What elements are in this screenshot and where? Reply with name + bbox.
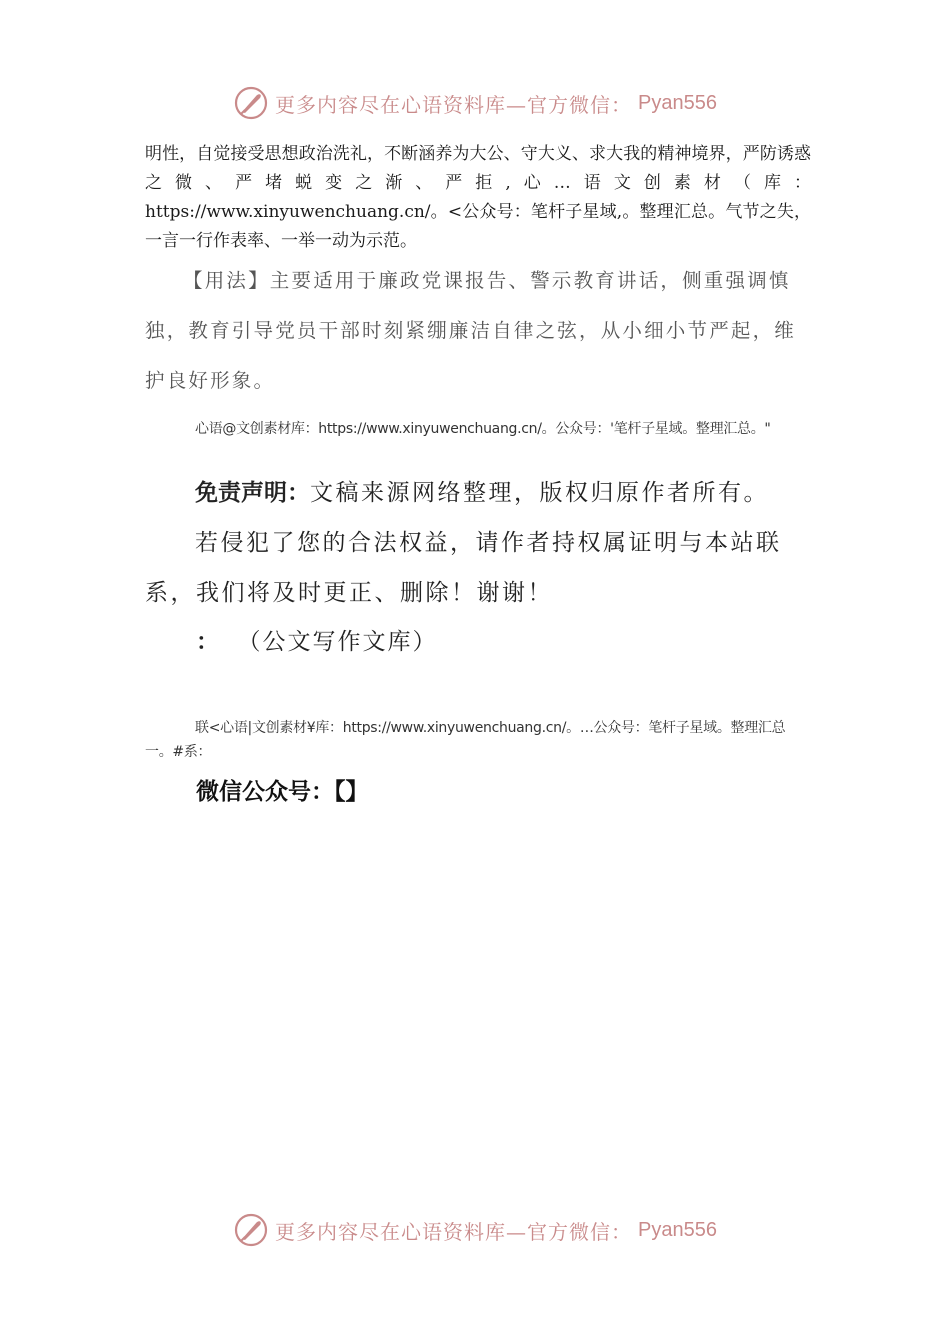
quill-logo-icon bbox=[233, 85, 269, 121]
disclaimer-lead: 免责声明： bbox=[195, 480, 310, 506]
quill-logo-icon bbox=[233, 1212, 269, 1248]
usage-paragraph: 【用法】主要适用于廉政党课报告、警示教育讲话，侧重强调慎独，教育引导党员干部时刻紧绷廉洁自律之弦，从小细小节严起，维护良好形象。 bbox=[145, 269, 797, 392]
disclaimer-block bbox=[145, 468, 811, 618]
wechat-official-account-label: 微信公众号：【】 bbox=[196, 779, 369, 805]
library-name: （公文写作文库） bbox=[249, 629, 438, 655]
footer-banner bbox=[0, 1208, 950, 1252]
source-note-2: 联<心语|文创素材¥库：https://www.xinyuwenchuang.cn/。…公众号：笔杆子星域。整理汇总一。#系： bbox=[145, 720, 786, 760]
source-note-1: 心语@文创素材库：https://www.xinyuwenchuang.cn/。公众号：'笔杆子星域。整理汇总。" bbox=[195, 421, 771, 437]
banner-text: 更多内容尽在心语资料库—官方微信： bbox=[275, 1219, 633, 1244]
disclaimer-text-2: 若侵犯了您的合法权益，请作者持权属证明与本站联系，我们将及时更正、删除！谢谢！ bbox=[145, 530, 782, 606]
disclaimer-text-1: 文稿来源网络整理，版权归原作者所有。 bbox=[310, 480, 769, 506]
header-banner bbox=[0, 81, 950, 125]
library-colon: ： bbox=[196, 629, 221, 655]
body-paragraph: 明性，自觉接受思想政治洗礼，不断涵养为大公、守大义、求大我的精神境界，严防诱惑之微、严堵蜕变之渐、严拒,心…语文创素材（库：https://www.xinyuwenchuang.cn/。<公众号：笔杆子星域,。整理汇总。气节之失，一言一行作表率、一举一动为示范。 bbox=[145, 144, 811, 251]
banner-wechat-id: Pyan556 bbox=[638, 91, 717, 114]
library-line bbox=[196, 622, 438, 662]
banner-text: 更多内容尽在心语资料库—官方微信： bbox=[275, 92, 633, 117]
banner-wechat-id: Pyan556 bbox=[638, 1218, 717, 1241]
